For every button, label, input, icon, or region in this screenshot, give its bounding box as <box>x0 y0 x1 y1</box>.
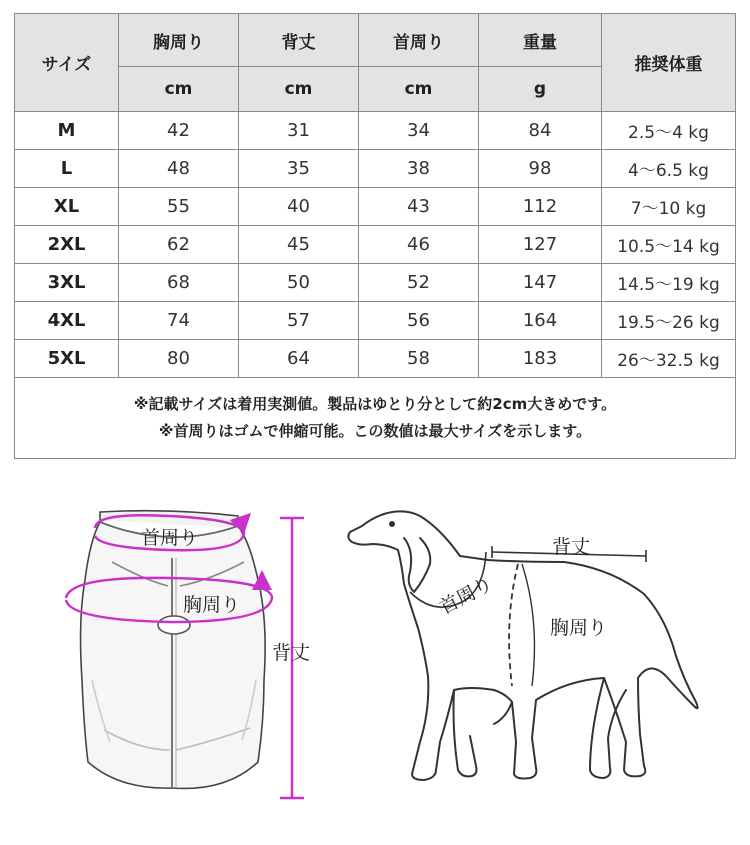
back-length-unit: cm <box>239 67 359 112</box>
weight-cell: 147 <box>479 264 602 302</box>
recommended-weight-cell: 2.5～4 kg <box>602 112 736 150</box>
vest-back-length-label: 背丈 <box>272 642 311 664</box>
size-cell: 4XL <box>15 302 119 340</box>
weight-header: 重量 <box>479 14 602 67</box>
neck-cell: 34 <box>359 112 479 150</box>
vest-illustration <box>81 511 266 789</box>
dog-neck-label: 首周り <box>435 572 497 619</box>
weight-cell: 98 <box>479 150 602 188</box>
table-row <box>15 112 736 150</box>
recommended-weight-cell: 19.5～26 kg <box>602 302 736 340</box>
size-cell: M <box>15 112 119 150</box>
neck-cell: 46 <box>359 226 479 264</box>
table-row <box>15 264 736 302</box>
neck-cell: 58 <box>359 340 479 378</box>
weight-cell: 112 <box>479 188 602 226</box>
back-length-cell: 31 <box>239 112 359 150</box>
back-length-cell: 57 <box>239 302 359 340</box>
weight-cell: 183 <box>479 340 602 378</box>
weight-cell: 127 <box>479 226 602 264</box>
notes-row <box>15 378 736 459</box>
diagram-drawing <box>0 480 750 845</box>
neck-cell: 43 <box>359 188 479 226</box>
size-cell: L <box>15 150 119 188</box>
table-row <box>15 150 736 188</box>
chest-cell: 68 <box>119 264 239 302</box>
chest-cell: 55 <box>119 188 239 226</box>
recommended-weight-header: 推奨体重 <box>602 14 736 112</box>
table-row <box>15 302 736 340</box>
recommended-weight-cell: 26～32.5 kg <box>602 340 736 378</box>
recommended-weight-cell: 14.5～19 kg <box>602 264 736 302</box>
weight-unit: g <box>479 67 602 112</box>
chest-cell: 62 <box>119 226 239 264</box>
dog-chest-label: 胸周り <box>550 617 608 639</box>
neck-cell: 52 <box>359 264 479 302</box>
size-cell: 3XL <box>15 264 119 302</box>
vest-neck-label: 首周り <box>141 527 199 549</box>
neck-unit: cm <box>359 67 479 112</box>
back-length-cell: 35 <box>239 150 359 188</box>
back-length-cell: 40 <box>239 188 359 226</box>
recommended-weight-cell: 10.5～14 kg <box>602 226 736 264</box>
table-row <box>15 226 736 264</box>
dog-back-length-label: 背丈 <box>552 536 591 558</box>
chest-cell: 48 <box>119 150 239 188</box>
neck-cell: 38 <box>359 150 479 188</box>
size-header: サイズ <box>15 14 119 112</box>
note-line: ※記載サイズは着用実測値。製品はゆとり分として約2cm大きめです。 <box>133 395 617 413</box>
notes-cell <box>15 378 736 459</box>
size-cell: 5XL <box>15 340 119 378</box>
dog-chest-measure-arc <box>509 564 518 686</box>
table-header-row <box>15 14 736 67</box>
measurement-diagram <box>0 480 750 845</box>
size-table <box>14 13 736 459</box>
chest-unit: cm <box>119 67 239 112</box>
recommended-weight-cell: 4～6.5 kg <box>602 150 736 188</box>
chest-cell: 42 <box>119 112 239 150</box>
recommended-weight-cell: 7～10 kg <box>602 188 736 226</box>
chest-cell: 74 <box>119 302 239 340</box>
back-length-cell: 64 <box>239 340 359 378</box>
size-cell: XL <box>15 188 119 226</box>
weight-cell: 84 <box>479 112 602 150</box>
table-row <box>15 340 736 378</box>
neck-cell: 56 <box>359 302 479 340</box>
back-length-cell: 45 <box>239 226 359 264</box>
size-cell: 2XL <box>15 226 119 264</box>
chest-header: 胸周り <box>119 14 239 67</box>
chest-cell: 80 <box>119 340 239 378</box>
vest-chest-label: 胸周り <box>183 594 241 616</box>
weight-cell: 164 <box>479 302 602 340</box>
back-length-header: 背丈 <box>239 14 359 67</box>
neck-header: 首周り <box>359 14 479 67</box>
table-row <box>15 188 736 226</box>
back-length-cell: 50 <box>239 264 359 302</box>
note-line: ※首周りはゴムで伸縮可能。この数値は最大サイズを示します。 <box>158 422 592 440</box>
